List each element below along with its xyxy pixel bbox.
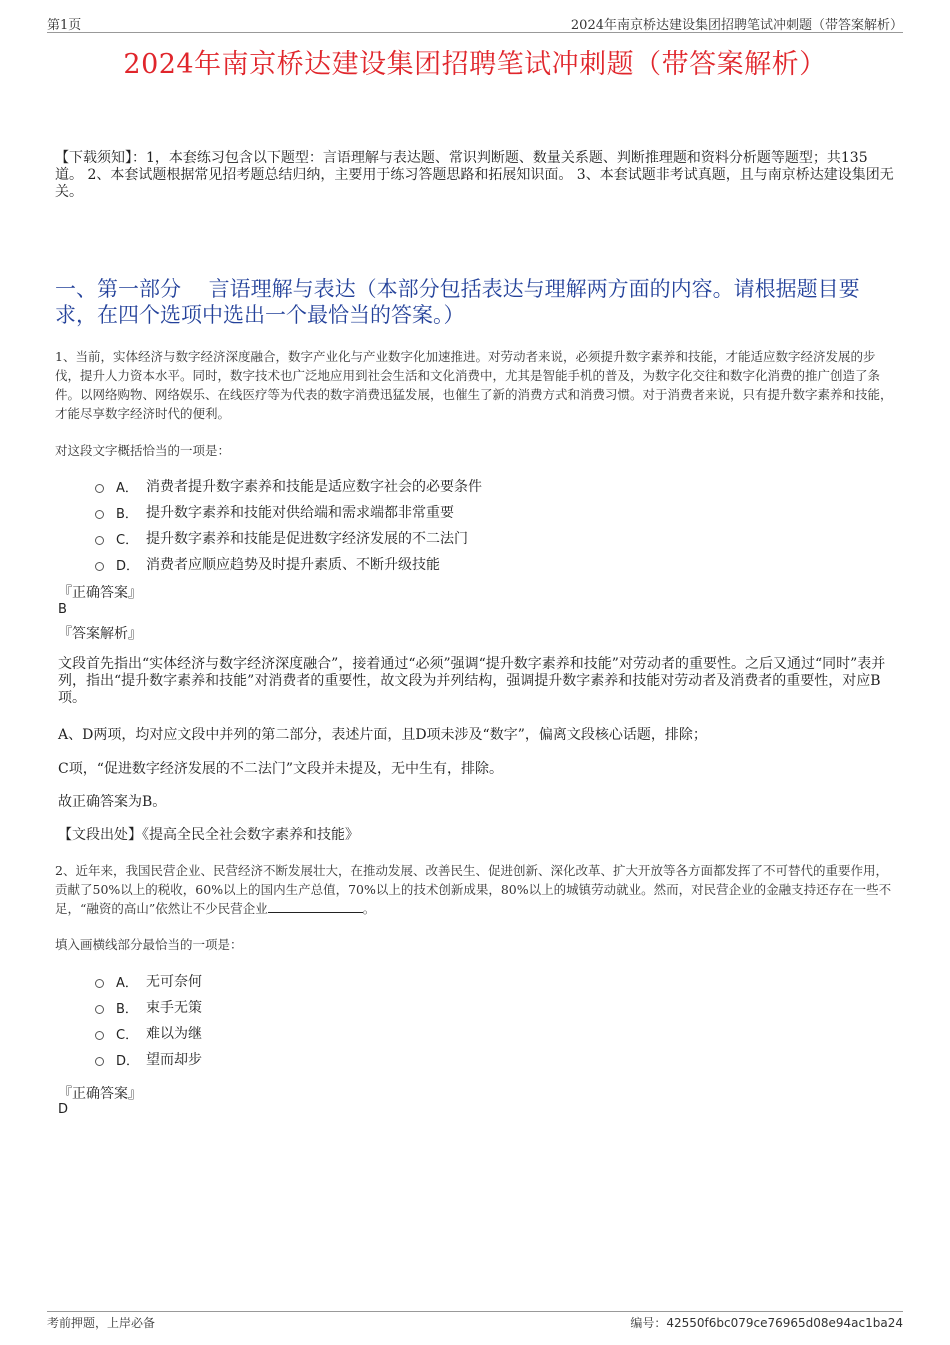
radio-icon[interactable] — [95, 1005, 104, 1014]
radio-icon[interactable] — [95, 510, 104, 519]
radio-icon[interactable] — [95, 1031, 104, 1040]
download-notice: 【下载须知】：1，本套练习包含以下题型：言语理解与表达题、常识判断题、数量关系题、判断推理题和资料分析题等题型；共135道。 2、本套试题根据常见招考题总结归纳，主要用于练习答题思路和拓展知识面。 3、本套试题非考试真题，且与南京桥达建设集团无关。 — [55, 150, 894, 200]
page-footer — [47, 1311, 903, 1331]
question-1-options — [95, 473, 482, 577]
option-c[interactable]: C． 提升数字素养和技能是促进数字经济发展的不二法门 — [95, 525, 482, 551]
radio-icon[interactable] — [95, 484, 104, 493]
radio-icon[interactable] — [95, 536, 104, 545]
question-2-stem: 2、近年来，我国民营企业、民营经济不断发展壮大，在推动发展、改善民生、促进创新、深化改革、扩大开放等各方面都发挥了不可替代的重要作用，贡献了50%以上的税收，60%以上的国内生产总值，70%以上的技术创新成果，80%以上的城镇劳动就业。然而，对民营企业的金融支持还存在一些不足，“融资的高山”依然让不少民营企业 。 — [55, 863, 892, 916]
source-citation: 【文段出处】《提高全民全社会数字素养和技能》 — [58, 827, 359, 843]
section-heading: 一、第一部分 言语理解与表达（本部分包括表达与理解两方面的内容。请根据题目要求，在四个选项中选出一个最恰当的答案。） — [55, 277, 860, 327]
radio-icon[interactable] — [95, 562, 104, 571]
option-d[interactable]: D． 消费者应顺应趋势及时提升素质、不断升级技能 — [95, 551, 482, 577]
page-number: 第1页 — [47, 18, 82, 33]
option-a[interactable]: A． 无可奈何 — [95, 968, 202, 994]
analysis-paragraph: 文段首先指出“实体经济与数字经济深度融合”，接着通过“必须”强调“提升数字素养和技能”对劳动者的重要性。之后又通过“同时”表并列，指出“提升数字素养和技能”对消费者的重要性，故文段为并列结构，强调提升数字素养和技能对劳动者及消费者的重要性，对应B项。 — [58, 656, 886, 706]
header-doc-title: 2024年南京桥达建设集团招聘笔试冲刺题（带答案解析） — [570, 18, 903, 33]
radio-icon[interactable] — [95, 1057, 104, 1066]
footer-slogan: 考前押题，上岸必备 — [47, 1316, 156, 1330]
analysis-paragraph: C项，“促进数字经济发展的不二法门”文段并未提及，无中生有，排除。 — [58, 761, 504, 777]
analysis-paragraph: 故正确答案为B。 — [58, 794, 167, 810]
option-b[interactable]: B． 束手无策 — [95, 994, 202, 1020]
question-2-options — [95, 968, 202, 1072]
footer-code: 编号：42550f6bc079ce76965d08e94ac1ba24 — [630, 1316, 903, 1330]
fill-blank — [268, 900, 363, 913]
answer-label: 『正确答案』 — [58, 1086, 142, 1102]
question-1-prompt: 对这段文字概括恰当的一项是： — [55, 443, 231, 458]
question-2-prompt: 填入画横线部分最恰当的一项是： — [55, 937, 243, 952]
radio-icon[interactable] — [95, 979, 104, 988]
page-header — [47, 14, 903, 33]
option-d[interactable]: D． 望而却步 — [95, 1046, 202, 1072]
option-c[interactable]: C． 难以为继 — [95, 1020, 202, 1046]
question-1-stem: 1、当前，实体经济与数字经济深度融合，数字产业化与产业数字化加速推进。对劳动者来说，必须提升数字素养和技能，才能适应数字经济发展的步伐，提升人力资本水平。同时，数字技术也广泛地应用到社会生活和文化消费中，尤其是智能手机的普及，为数字化交往和数字化消费的推广创造了条件。以网络购物、网络娱乐、在线医疗等为代表的数字消费迅猛发展，也催生了新的消费方式和消费习惯。对于消费者来说，只有提升数字素养和技能，才能尽享数字经济时代的便利。 — [55, 349, 893, 421]
analysis-paragraph: A、D两项，均对应文段中并列的第二部分，表述片面，且D项未涉及“数字”，偏离文段核心话题，排除； — [58, 727, 707, 743]
answer-label: 『正确答案』 — [58, 585, 142, 601]
answer-value: B — [58, 602, 67, 617]
answer-value: D — [58, 1102, 69, 1117]
document-title: 2024年南京桥达建设集团招聘笔试冲刺题（带答案解析） — [123, 49, 827, 80]
option-a[interactable]: A． 消费者提升数字素养和技能是适应数字社会的必要条件 — [95, 473, 482, 499]
analysis-label: 『答案解析』 — [58, 626, 142, 642]
option-b[interactable]: B． 提升数字素养和技能对供给端和需求端都非常重要 — [95, 499, 482, 525]
